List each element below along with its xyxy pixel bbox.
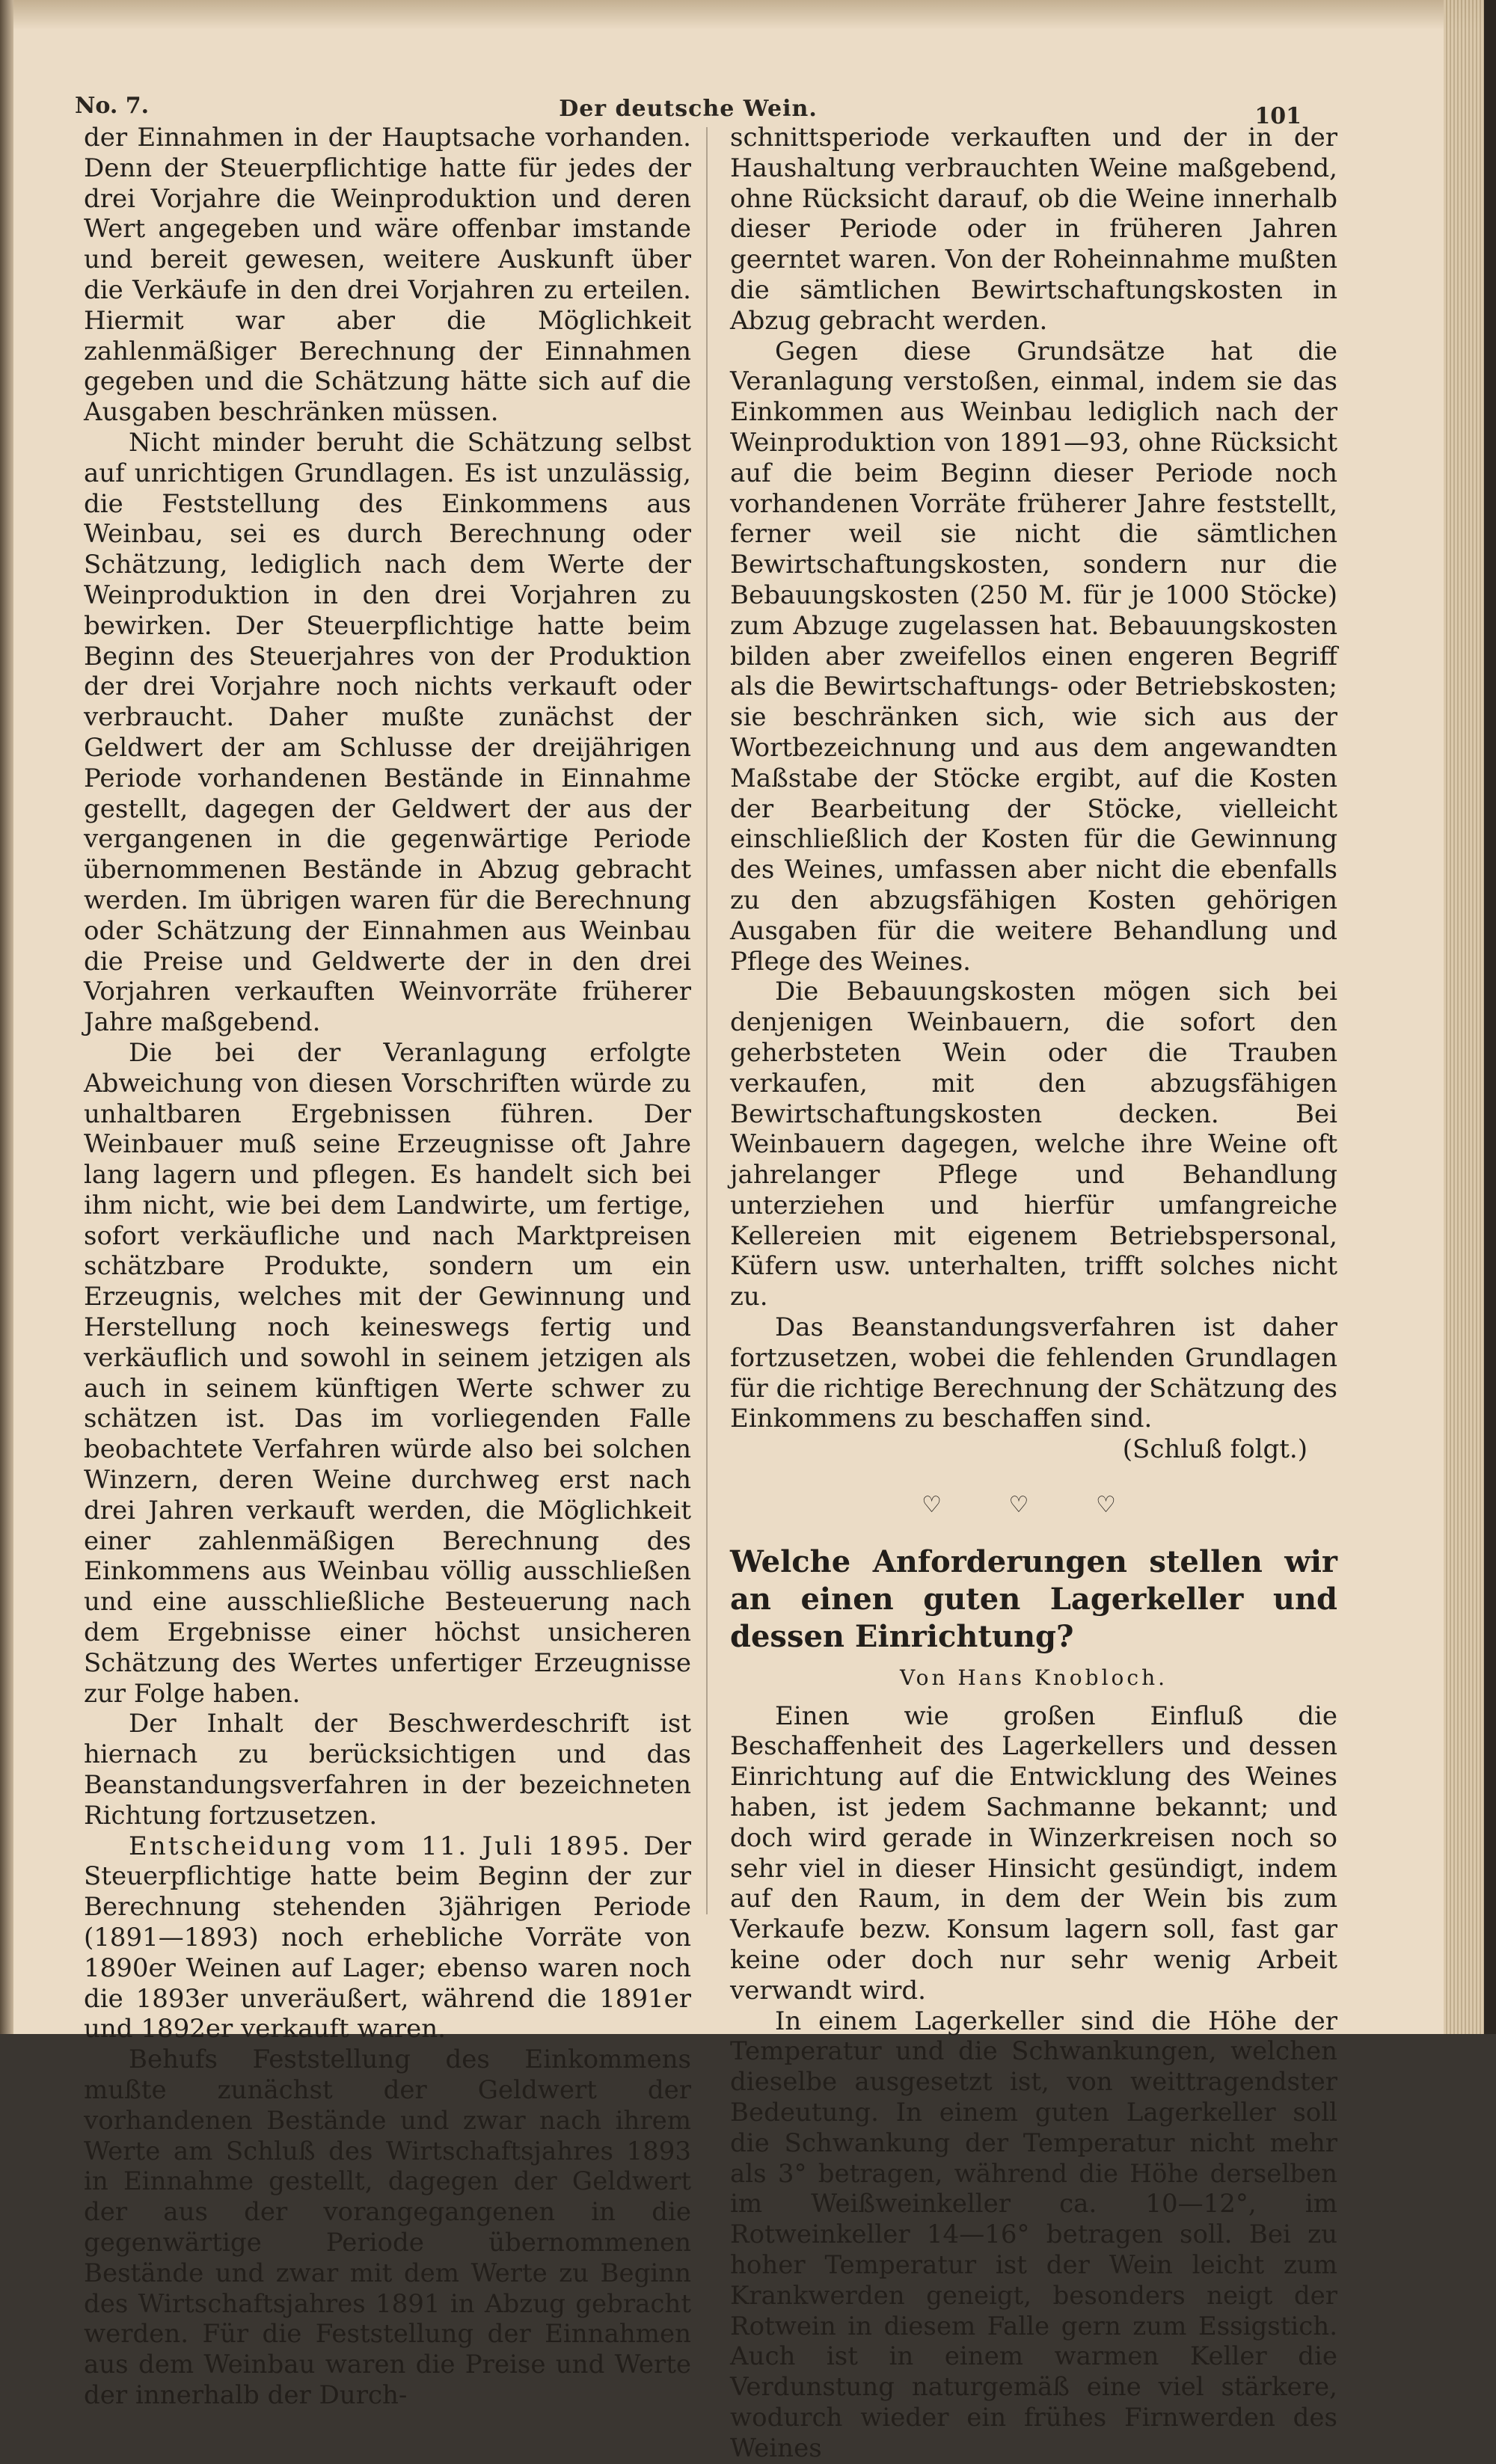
paragraph: Der Inhalt der Beschwerdeschrift ist hiernach zu berücksichtigen und das Beanstandungsverfahren in der bezeichneten Richtung fortzusetzen. [84,1709,691,1831]
paragraph: In einem Lagerkeller sind die Höhe der Temperatur und die Schwankungen, welchen dieselbe ausgesetzt ist, von weittragendster Bedeutung. In einem guten Lagerkeller soll die Schwankung der Temperatur nicht mehr als 3° betragen, während die Höhe derselben im Weißweinkeller ca. 10—12°, im Rotweinkeller 14—16° betragen soll. Bei zu hoher Temperatur ist der Wein leicht zum Krankwerden geneigt, besonders neigt der Rotwein in diesem Falle gern zum Essigstich. Auch ist in einem warmen Keller die Verdunstung naturgemäß eine viel stärkere, wodurch wieder ein frühes Firnwerden des Weines [730,2006,1337,2463]
page-top-shadow [0,0,1496,30]
paragraph: Einen wie großen Einfluß die Beschaffenheit des Lagerkellers und dessen Einrichtung auf die Entwicklung des Weines haben, ist jedem Sachmanne bekannt; und doch wird gerade in Winzerkreisen noch so sehr viel in dieser Hinsicht gesündigt, indem auf den Raum, in dem der Wein bis zum Verkaufe bezw. Konsum lagern soll, fast gar keine oder doch nur sehr wenig Arbeit verwandt wird. [730,1700,1337,2006]
book-spine [0,0,13,2034]
paragraph: Das Beanstandungsverfahren ist daher fortzusetzen, wobei die fehlenden Grundlagen für die richtige Berechnung der Schätzung des Einkommens zu beschaffen sind. [730,1312,1337,1434]
page-number: 101 [1254,103,1302,129]
paragraph: Die bei der Veranlagung erfolgte Abweichung von diesen Vorschriften würde zu unhaltbaren Ergebnissen führen. Der Weinbauer muß seine Erzeugnisse oft Jahre lang lagern und pflegen. Es handelt sich bei ihm nicht, wie bei dem Landwirte, um fertige, sofort verkäufliche und nach Marktpreisen schätzbare Produkte, sondern um ein Erzeugnis, welches mit der Gewinnung und Herstellung noch keineswegs fertig und verkäuflich und sowohl in seinem jetzigen als auch in seinem künftigen Werte schwer zu schätzen ist. Das im vorliegenden Falle beobachtete Verfahren würde also bei solchen Winzern, deren Weine durchweg erst nach drei Jahren verkauft werden, die Möglichkeit einer zahlenmäßigen Berechnung des Einkommens aus Weinbau völlig ausschließen und eine ausschließliche Besteuerung nach dem Ergebnisse einer höchst unsicheren Schätzung des Wertes unfertiger Erzeugnisse zur Folge haben. [84,1037,691,1709]
decision-date: Entscheidung vom 11. Juli 1895. [129,1831,632,1861]
background-edge [1484,0,1496,2034]
paragraph [84,1831,691,2045]
paragraph: schnittsperiode verkauften und der in der Haushaltung verbrauchten Weine maßgebend, ohne Rücksicht darauf, ob die Weine innerhalb dieser Periode oder in früheren Jahren geerntet waren. Von der Roheinnahme mußten die sämtlichen Bewirtschaftungskosten in Abzug gebracht werden. [730,123,1337,336]
heart-ornament-divider: ♡ ♡ ♡ [922,1492,1146,1519]
article-byline: Von Hans Knobloch. [899,1665,1168,1690]
paragraph: Die Bebauungskosten mögen sich bei denjenigen Weinbauern, die sofort den geherbsteten Wein oder die Trauben verkaufen, mit den abzugsfähigen Bewirtschaftungskosten decken. Bei Weinbauern dagegen, welche ihre Weine oft jahrelanger Pflege und Behandlung unterziehen und hierfür umfangreiche Kellereien mit eigenem Betriebspersonal, Küfern usw. unterhalten, trifft solches nicht zu. [730,977,1337,1312]
paragraph: Gegen diese Grundsätze hat die Veranlagung verstoßen, einmal, indem sie das Einkommen aus Weinbau lediglich nach der Weinproduktion von 1891—93, ohne Rücksicht auf die beim Beginn dieser Periode noch vorhandenen Vorräte früherer Jahre feststellt, ferner weil sie nicht die sämtlichen Bewirtschaftungskosten, sondern nur die Bebauungskosten (250 M. für je 1000 Stöcke) zum Abzuge zugelassen hat. Bebauungskosten bilden aber zweifellos einen engeren Begriff als die Bewirtschaftungs- oder Betriebskosten; sie beschränken sich, wie sich aus der Wortbezeichnung und aus dem angewandten Maßstabe der Stöcke ergibt, auf die Kosten der Bearbeitung der Stöcke, vielleicht einschließlich der Kosten für die Gewinnung des Weines, umfassen aber nicht die ebenfalls zu den abzugsfähigen Kosten gehörigen Ausgaben für die weitere Behandlung und Pflege des Weines. [730,336,1337,977]
paragraph: Behufs Feststellung des Einkommens mußte zunächst der Geldwert der vorhandenen Bestände und zwar nach ihrem Werte am Schluß des Wirtschaftsjahres 1893 in Einnahme gestellt, dagegen der Geldwert der aus der vorangegangenen in die gegenwärtige Periode übernommenen Bestände und zwar mit dem Werte zu Beginn des Wirtschaftsjahres 1891 in Abzug gebracht werden. Für die Feststellung der Einnahmen aus dem Weinbau waren die Preise und Werte der innerhalb der Durch- [84,2044,691,2410]
column-divider [706,127,708,1914]
paragraph-text: Der Steuerpflichtige hatte beim Beginn der zur Berechnung stehenden 3jährigen Periode (1891—1893) noch erhebliche Vorräte von 1890er Weinen auf Lager; ebenso waren noch die 1893er unveräußert, während die 1891er und 1892er verkauft waren. [84,1831,691,2044]
paragraph: Nicht minder beruht die Schätzung selbst auf unrichtigen Grundlagen. Es ist unzulässig, die Feststellung des Einkommens aus Weinbau, sei es durch Berechnung oder Schätzung, lediglich nach dem Werte der Weinproduktion in den drei Vorjahren zu bewirken. Der Steuerpflichtige hatte beim Beginn des Steuerjahres von der Produktion der drei Vorjahre noch nichts verkauft oder verbraucht. Daher mußte zunächst der Geldwert der am Schlusse der dreijährigen Periode vorhandenen Bestände in Einnahme gestellt, dagegen der Geldwert der aus der vergangenen in die gegenwärtige Periode übernommenen Bestände in Abzug gebracht werden. Im übrigen waren für die Berechnung oder Schätzung der Einnahmen aus Weinbau die Preise und Geldwerte der in den drei Vorjahren verkauften Weinvorräte früherer Jahre maßgebend. [84,427,691,1038]
article-title: Welche Anforderungen stellen wir an einen guten Lagerkeller und dessen Einrichtung? [730,1543,1337,1654]
paragraph: der Einnahmen in der Hauptsache vorhanden. Denn der Steuerpflichtige hatte für jedes der drei Vorjahre die Weinproduktion und deren Wert angegeben und wäre offenbar imstande und bereit gewesen, weitere Auskunft über die Verkäufe in den drei Vorjahren zu erteilen. Hiermit war aber die Möglichkeit zahlenmäßiger Berechnung der Einnahmen gegeben und die Schätzung hätte sich auf die Ausgaben beschränken müssen. [84,123,691,428]
to-be-continued: (Schluß folgt.) [1122,1434,1308,1465]
left-column [84,123,691,2411]
right-column [730,123,1337,2464]
issue-number: No. 7. [75,93,150,119]
journal-title: Der deutsche Wein. [559,96,818,122]
